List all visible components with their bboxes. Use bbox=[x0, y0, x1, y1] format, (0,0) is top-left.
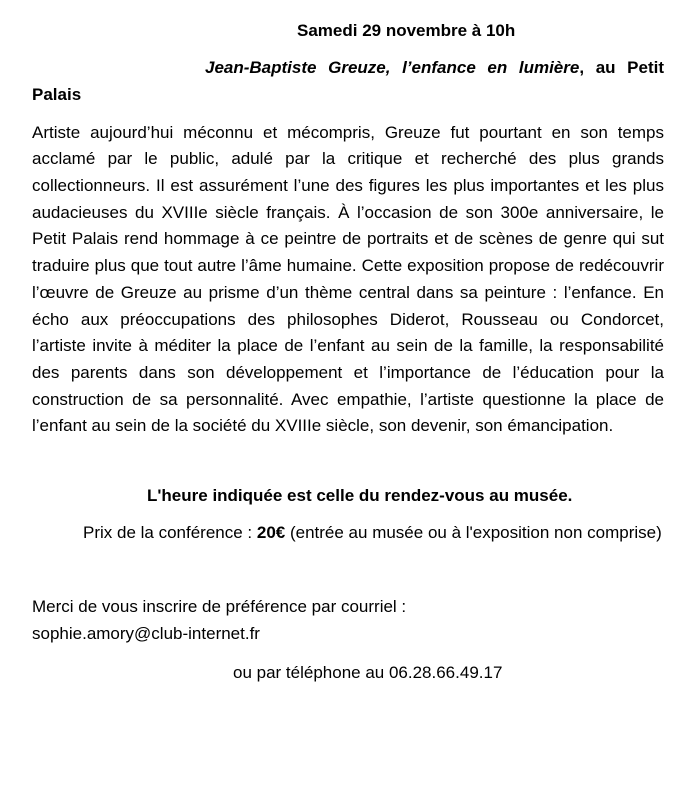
event-description: Artiste aujourd’hui méconnu et mécompris, Greuze fut pourtant en son temps acclamé par le public, adulé par la critique et recherché des plus grands collectionneurs. Il est assurément l’une des figures les plus importantes et les plus audacieuses du XVIIIe siècle français. À l’occasion de son 300e anniversaire, le Petit Palais rend hommage à ce peintre de portraits et de scènes de genre qui sut traduire plus que tout autre l’âme humaine. Cette exposition propose de redécouvrir l’œuvre de Greuze au prisme d’un thème central dans sa peinture : l’enfance. En écho aux préoccupations des philosophes Diderot, Rousseau ou Condorcet, l’artiste invite à méditer la place de l’enfant au sein de la famille, la responsabilité des parents dans son développement et l’importance de l’éducation pour la construction de sa personnalité. Avec empathie, l’artiste questionne la place de l’enfant au sein de la société du XVIIIe siècle, son devenir, son émancipation. bbox=[32, 122, 664, 436]
event-date-heading: Samedi 29 novembre à 10h bbox=[297, 21, 516, 40]
price-detail: (entrée au musée ou à l'exposition non comprise) bbox=[285, 522, 662, 542]
event-title-heading bbox=[32, 55, 664, 108]
contact-phone-line: ou par téléphone au 06.28.66.49.17 bbox=[233, 662, 503, 682]
contact-intro: Merci de vous inscrire de préférence par courriel : bbox=[32, 597, 407, 617]
price-line bbox=[32, 520, 664, 547]
registration-contact bbox=[32, 594, 664, 647]
meeting-time-note: L'heure indiquée est celle du rendez-vous au musée. bbox=[147, 486, 573, 506]
contact-email: sophie.amory@club-internet.fr bbox=[32, 624, 260, 644]
event-title-italic: Jean-Baptiste Greuze, l’enfance en lumière bbox=[205, 58, 580, 78]
price-amount: 20€ bbox=[256, 522, 286, 542]
price-label: Prix de la conférence : bbox=[83, 522, 257, 542]
event-title-suffix: , au Petit Palais bbox=[32, 58, 664, 104]
